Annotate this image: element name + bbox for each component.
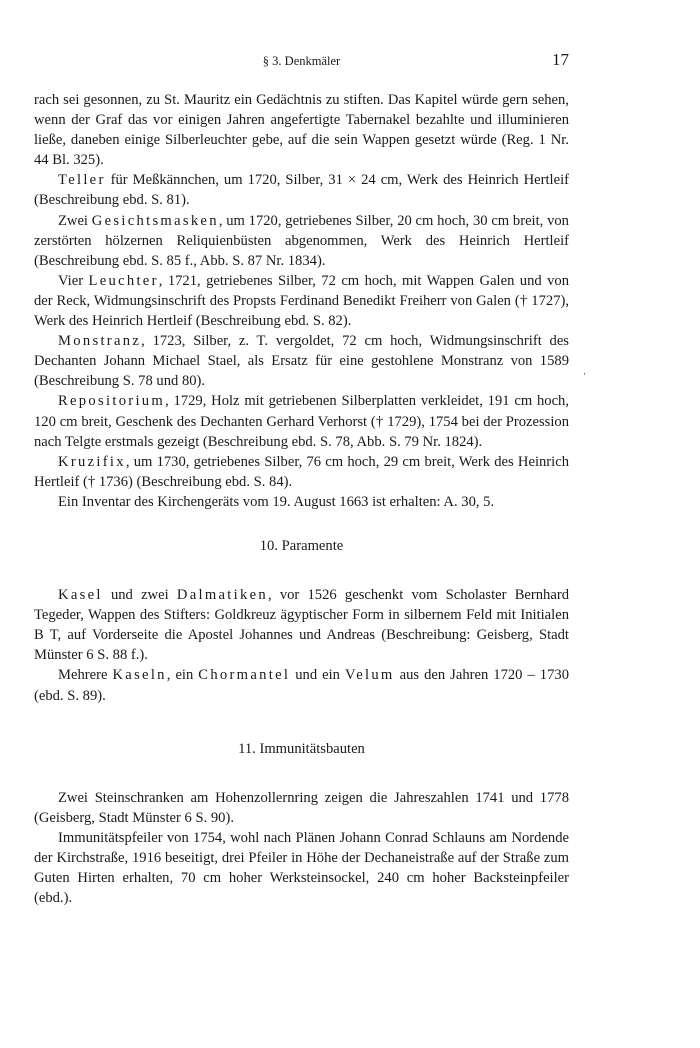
paragraph-gesichtsmasken: Zwei Gesichtsmasken, um 1720, getriebenes Silber, 20 cm hoch, 30 cm breit, von zerstörten hölzernen Reliquienbüsten abgenommen, Werk des Heinrich Hertleif (Beschreibung ebd. S. 85 f., Abb. S. 87 Nr. 1834). — [34, 212, 569, 269]
paragraph-leuchter: Vier Leuchter, 1721, getriebenes Silber, 72 cm hoch, mit Wappen Galen und von der Reck, Widmungsinschrift des Propsts Ferdinand Benedikt Freiherr von Galen († 1727), Werk des Heinrich Hertleif (Beschreibung ebd. S. 82). — [34, 272, 570, 330]
paragraph-immunitaetspfeiler: Immunitätspfeiler von 1754, wohl nach Plänen Johann Conrad Schlauns am Nordende der Kirchstraße, 1916 beseitigt, drei Pfeiler in Höhe der Dechaneistraße auf der Straße zum Guten Hirten erhalten, 70 cm hoher Werksteinsockel, 240 cm hoher Backsteinpfeiler (ebd.). — [34, 829, 569, 907]
section-heading-paramente: 10. Paramente — [259, 537, 344, 554]
term-kaseln: Kaseln — [112, 667, 167, 684]
paragraph-repositorium: Repositorium, 1729, Holz mit getriebenen Silberplatten verkleidet, 191 cm hoch, 120 cm breit, Geschenk des Dechanten Gerhard Verhorst († 1729), 1754 bei der Prozession nach Telgte erstmals gezeigt (Beschreibung ebd. S. 78, Abb. S. 79 Nr. 1824). — [34, 393, 569, 450]
term-chormantel: Chormantel — [198, 667, 291, 684]
term-leuchter: Leuchter — [88, 272, 159, 289]
paragraph-teller: Teller für Meßkännchen, um 1720, Silber, 31 × 24 cm, Werk des Heinrich Hertleif (Beschreibung ebd. S. 81). — [34, 172, 569, 209]
page-number: 17 — [552, 50, 569, 69]
paragraph-monstranz: Monstranz, 1723, Silber, z. T. vergoldet, 72 cm hoch, Widmungsinschrift des Dechanten Johann Michael Stael, als Ersatz für eine gestohlene Monstranz von 1589 (Beschreibung S. 78 und 80). — [34, 333, 569, 390]
paragraph-kaseln: Mehrere Kaseln, ein Chormantel und ein Velum aus den Jahren 1720 – 1730 (ebd. S. 89). — [34, 667, 569, 704]
term-velum: Velum — [344, 667, 395, 684]
section-heading-immunitaetsbauten: 11. Immunitätsbauten — [238, 740, 365, 757]
term-repositorium: Repositorium — [58, 393, 166, 410]
page-body — [34, 90, 569, 908]
paragraph-continuation: rach sei gesonnen, zu St. Mauritz ein Gedächtnis zu stiften. Das Kapitel würde gern sehen, wenn der Graf das vor einigen Jahren angefertigte Tabernakel bezahlte und illuminieren ließe, daneben einige Silberleuchter gebe, auf die sein Wappen gesetzt würde (Reg. 1 Nr. 44 Bl. 325). — [34, 92, 569, 169]
paragraph-steinschranken: Zwei Steinschranken am Hohenzollernring zeigen die Jahreszahlen 1741 und 1778 (Geisberg, Stadt Münster 6 S. 90). — [34, 789, 569, 826]
term-kruzifix: Kruzifix — [58, 453, 126, 470]
term-teller: Teller — [58, 172, 106, 189]
running-title: § 3. Denkmäler — [262, 54, 341, 68]
paragraph-inventar: Ein Inventar des Kirchengeräts vom 19. August 1663 ist erhalten: A. 30, 5. — [58, 493, 495, 510]
page-header — [34, 52, 569, 74]
term-dalmatiken: Dalmatiken — [176, 587, 268, 604]
term-monstranz: Monstranz — [58, 333, 142, 350]
term-gesichtsmasken: Gesichtsmasken — [91, 212, 219, 229]
paragraph-kasel: Kasel und zwei Dalmatiken, vor 1526 geschenkt vom Scholaster Bernhard Tegeder, Wappen des Stifters: Goldkreuz ägyptischer Form in silbernem Feld mit Initialen B T, auf Vorderseite die Apostel Johannes und Andreas (Beschreibung: Geisberg, Stadt Münster 6 S. 88 f.). — [34, 587, 569, 664]
paragraph-kruzifix: Kruzifix, um 1730, getriebenes Silber, 76 cm hoch, 29 cm breit, Werk des Heinrich Hertleif († 1736) (Beschreibung ebd. S. 84). — [34, 453, 569, 490]
term-kasel: Kasel — [58, 587, 103, 604]
margin-mark: ‚ — [583, 366, 586, 376]
